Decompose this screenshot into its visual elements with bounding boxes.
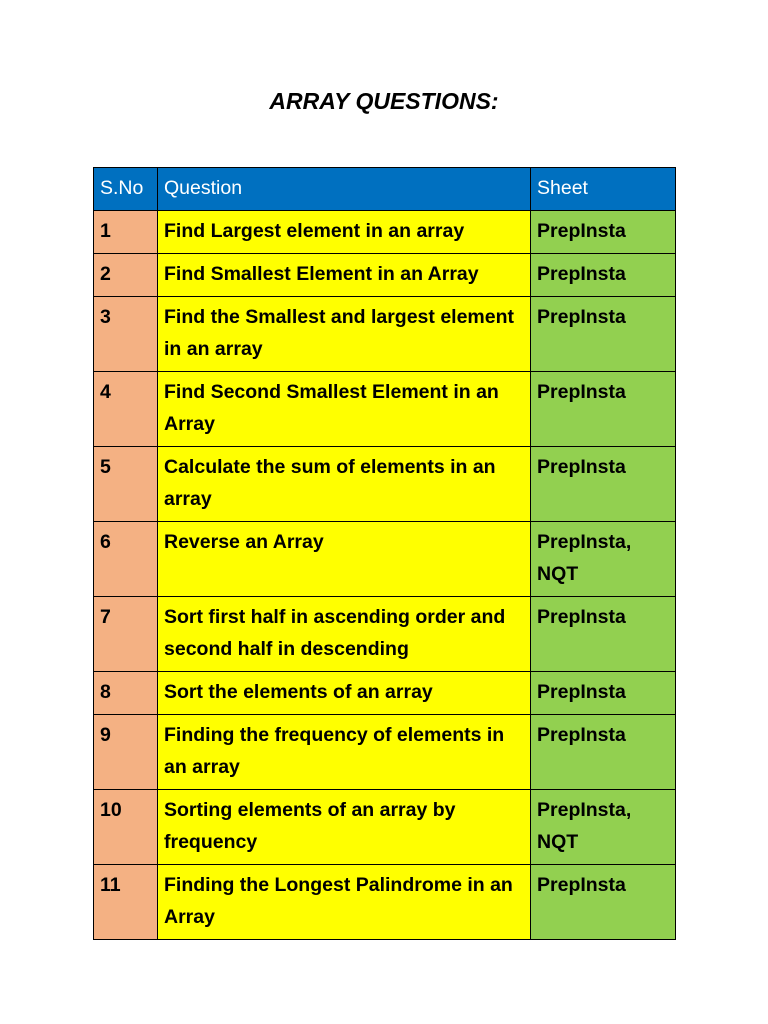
table-row	[94, 447, 676, 522]
row-sno: 11	[94, 865, 158, 940]
table-row	[94, 715, 676, 790]
page-title: ARRAY QUESTIONS:	[269, 88, 499, 114]
row-sheet: PrepInsta	[531, 297, 676, 372]
row-sheet: PrepInsta, NQT	[531, 522, 676, 597]
row-sheet: PrepInsta	[531, 211, 676, 254]
table-row	[94, 597, 676, 672]
row-sno: 2	[94, 254, 158, 297]
row-question: Find Smallest Element in an Array	[158, 254, 531, 297]
row-sheet: PrepInsta	[531, 254, 676, 297]
row-sno: 9	[94, 715, 158, 790]
row-sno: 8	[94, 672, 158, 715]
row-sno: 4	[94, 372, 158, 447]
row-question: Reverse an Array	[158, 522, 531, 597]
row-question: Find Largest element in an array	[158, 211, 531, 254]
table-row	[94, 672, 676, 715]
row-sheet: PrepInsta	[531, 372, 676, 447]
row-sheet: PrepInsta, NQT	[531, 790, 676, 865]
row-sno: 1	[94, 211, 158, 254]
table-row	[94, 865, 676, 940]
row-sheet: PrepInsta	[531, 715, 676, 790]
row-question: Sort first half in ascending order and second half in descending	[158, 597, 531, 672]
table-row	[94, 372, 676, 447]
row-sheet: PrepInsta	[531, 672, 676, 715]
table-row	[94, 522, 676, 597]
row-sno: 7	[94, 597, 158, 672]
row-question: Finding the Longest Palindrome in an Array	[158, 865, 531, 940]
questions-table	[93, 167, 676, 940]
row-question: Finding the frequency of elements in an array	[158, 715, 531, 790]
row-sno: 10	[94, 790, 158, 865]
header-sheet: Sheet	[531, 168, 676, 211]
header-question: Question	[158, 168, 531, 211]
table-row	[94, 211, 676, 254]
row-question: Find the Smallest and largest element in an array	[158, 297, 531, 372]
row-sheet: PrepInsta	[531, 447, 676, 522]
row-question: Sorting elements of an array by frequency	[158, 790, 531, 865]
table-row	[94, 790, 676, 865]
row-sno: 3	[94, 297, 158, 372]
row-sheet: PrepInsta	[531, 597, 676, 672]
row-question: Calculate the sum of elements in an array	[158, 447, 531, 522]
header-sno: S.No	[94, 168, 158, 211]
table-row	[94, 254, 676, 297]
row-sheet: PrepInsta	[531, 865, 676, 940]
row-question: Sort the elements of an array	[158, 672, 531, 715]
table-row	[94, 297, 676, 372]
row-sno: 6	[94, 522, 158, 597]
row-sno: 5	[94, 447, 158, 522]
row-question: Find Second Smallest Element in an Array	[158, 372, 531, 447]
table-header-row	[94, 168, 676, 211]
